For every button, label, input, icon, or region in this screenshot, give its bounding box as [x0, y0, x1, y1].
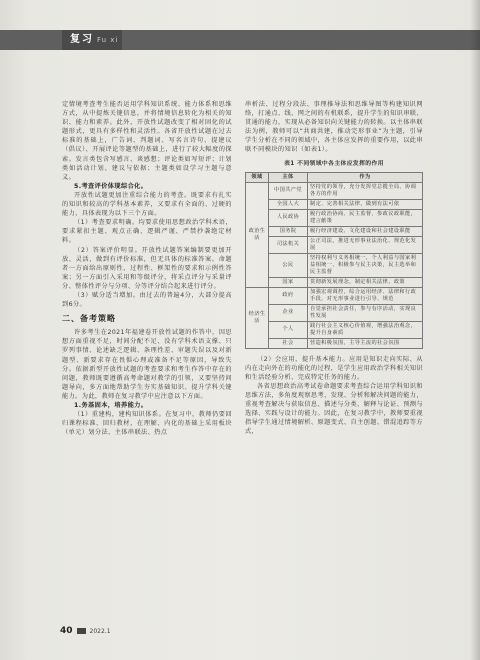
table-row: [246, 226, 423, 236]
table-cell-subject: 社会: [269, 338, 308, 348]
section-title: 复习: [70, 34, 94, 45]
table-row: [246, 338, 423, 348]
table-row: [246, 321, 423, 338]
table-row: [246, 236, 423, 253]
table-title: 表1 不同领域中各主体应发挥的作用: [284, 160, 384, 167]
gutter-shadow: [470, 0, 480, 660]
table-row: [246, 182, 423, 199]
table-row: [246, 209, 423, 226]
section-heading: 二、备考策略: [62, 314, 116, 324]
table-cell-subject: 司法机关: [269, 236, 308, 253]
table-row: [246, 277, 423, 287]
table-cell-effect: 坚持党的领导，充分发挥党总揽全局、协调各方的作用: [308, 182, 423, 199]
table-cell-subject: 政府: [269, 287, 308, 304]
table-cell-effect: 履行经济建设、文化建设和社会建设职能: [308, 226, 423, 236]
table-cell-subject: 中国共产党: [269, 182, 308, 199]
table-cell-domain: 政治生活: [246, 182, 269, 287]
table-cell-subject: 国务院: [269, 226, 308, 236]
table-cell-subject: 全国人大: [269, 199, 308, 209]
subheading: 5.考查评价体现综合化。: [74, 182, 148, 190]
paragraph: （3）赋分适当增加。由过去的普遍4分，大部分提高到6分。: [62, 291, 232, 309]
table-row: [246, 287, 423, 304]
table-header-subject: 主体: [269, 172, 308, 182]
table-cell-effect: 坚持权利与义务相统一，个人利益与国家利益相统一，积极参与民主决策，民主选举和民主监督: [308, 253, 423, 277]
table-cell-effect: 公正司法，推进无形事业法治化、规范化发展: [308, 236, 423, 253]
themes-table-block: [245, 160, 423, 349]
paragraph: 串析法、过程分段法、事理推导法和思维导图等构建知识网络，打通点、线、网之间的有机联系，提升学生的知识串联、贯通的能力，实现从必备知识向关键能力的转换。以主体串联法为例，教师可以“共商共建，推动完形事业”为主题，引导学生分析在不同的领域中，各主体应发挥的重要作用，以此串联不同模块的知识（如表1）。: [245, 101, 423, 154]
paragraph: （1）考查要求明确。均要求使用思想政治学科术语，要求紧扣主题、观点正确、逻辑严谨、严禁抄袭绝定材料。: [62, 219, 232, 245]
paragraph: 各省思想政治高考试卷命题要求考查综合运用学科知识和思维方法，多角度观察思考，发现、分析和解决问题的能力，重视考查解决与获取信息、描述与分类、解释与论证、预测与选择、实践与设计的能力。因此，在复习教学中，教师要重视指导学生通过情境解析、原题变式、自主创题、错混追踪等方式，: [245, 382, 423, 436]
table-row: [246, 304, 423, 321]
paragraph: 定情境考查考生能否运用学科知识系统、能力体系和思维方式，从中提炼关键信息，并将情境信息转化为相关的知识、能力和素养。此外，开放性试题改变了相对固化的试题形式，更具有多样性和灵活性。各省开放性试题在过去标准的基础上，广告词、判题词、写名言诗句、提建议（倡议）、开展评论等题型的基础上，进行了较大幅度的探索。发言类包含写感言、谈感想；评论类如写短评；计划类如活动计划、建议与依据；主题类如设学习主题与意义。: [62, 101, 232, 181]
table-cell-effect: 加强宏观调控，综合运用经济、法律和行政手段，对无形事业进行引导、规范: [308, 287, 423, 304]
table-cell-effect: 贯彻新发展理念，制定相关法律，政策: [308, 277, 423, 287]
paragraph: 许多考生在2021年福建卷开放性试题的作答中，因思想方面重视不足，时间分配不足、没有学科术语支撑、只罗列事情、论述缺乏逻辑、条理性差、审题失误以及对新题型、新要求存在畏惧心理或准备不足等原因，导致失分。依据新型开放性试题的考查要求和考生作答中存在的问题，教师既要遵循高考命题对教学的引领，又要坚持问题导向，多方面地帮助学生夯实基础知识、提升学科关键能力。为此，教师在复习教学中应注意以下方面。: [62, 329, 232, 400]
journal-logo-icon: [77, 628, 86, 634]
table-cell-subject: 国家: [269, 277, 308, 287]
paragraph: （2）会应用，提升基本能力。应用是知识走向实际、从内在走向外在的功能化的过程，是学生应用政治学科相关知识和生活经验分析、完成特定任务的能力。: [245, 355, 423, 381]
table-cell-subject: 个人: [269, 321, 308, 338]
table-cell-domain: 经济生活: [246, 287, 269, 348]
table-row: [246, 253, 423, 277]
section-tab: [62, 30, 122, 50]
table-cell-effect: 践行社会主义核心价值观，增强法治观念，提升自身素质: [308, 321, 423, 338]
page-number: 40: [60, 626, 73, 636]
themes-table: [245, 172, 423, 349]
table-header-row: [246, 172, 423, 182]
right-column: [245, 100, 423, 437]
table-cell-subject: 企业: [269, 304, 308, 321]
table-cell-effect: 制定、完善相关法律，做到有法可依: [308, 199, 423, 209]
table-cell-effect: 自觉承担社会责任，参与有序活动，实现良性发展: [308, 304, 423, 321]
table-row: [246, 199, 423, 209]
section-pinyin: Fu xi: [97, 36, 119, 44]
table-cell-effect: 营造积极氛围，主导主流的社会氛围: [308, 338, 423, 348]
table-header-domain: 领域: [246, 172, 269, 182]
table-cell-effect: 履行政治协商、民主监督、参政议政职能，建言献策: [308, 209, 423, 226]
paragraph: （1）重建构，建构知识体系。在复习中，教师仍要回归课程标准、回归教材，在理解、内化的基础上采用板块（单元）划分法、主体串联法、热点: [62, 411, 232, 437]
paragraph: 开放性试题更加注重综合能力的考查。既要求有扎实的知识和较高的学科基本素养，又要求有全面的、过硬的能力，具体表现为以下三个方面。: [62, 191, 232, 218]
page-footer: [60, 626, 111, 636]
table-cell-subject: 人民政协: [269, 209, 308, 226]
table-cell-subject: 公民: [269, 253, 308, 277]
subheading: 1.务基固本，培养能力。: [74, 402, 148, 409]
table-header-effect: 作为: [308, 172, 423, 182]
left-column: [62, 100, 232, 437]
issue-number: 2022.1: [89, 628, 111, 635]
paragraph: （2）答案评价明显。开放性试题答案编制要更加开放、灵活，做到有评价标准，但无具体的标准答案。命题者一方面给出原则性、过程性、框架性的要求和示例性答案；另一方面引入采用和等级评分，将采点评分与采量评分、整体性评分与分项、分等评分结合起来进行评分。: [62, 246, 232, 290]
